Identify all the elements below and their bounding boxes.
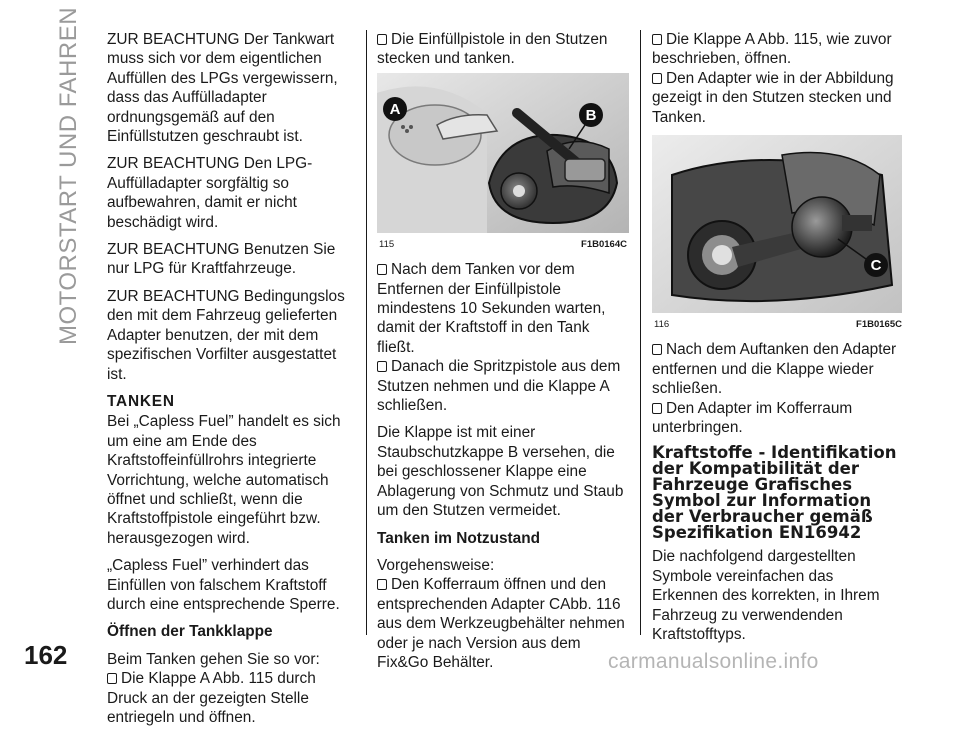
callout-b-label: B xyxy=(585,106,597,124)
checkbox-bullet-icon xyxy=(377,264,387,275)
figure-116 xyxy=(652,135,904,334)
watermark[interactable]: carmanualsonline.info xyxy=(608,650,819,673)
note-paragraph: ZUR BEACHTUNG Den LPG-Auffülladapter sorgfältig so aufbewahren, damit er nicht beschädigt wird. xyxy=(107,155,313,231)
note-paragraph: ZUR BEACHTUNG Der Tankwart muss sich vor dem eigentlichen Auffüllen des LPGs vergewissern, dass das Auffülladapter ordnungsgemäß auf den Einfüllstutzen geschraubt ist. xyxy=(107,31,338,146)
bullet-item: Danach die Spritzpistole aus dem Stutzen nehmen und die Klappe A schließen. xyxy=(377,358,621,415)
checkbox-bullet-icon xyxy=(377,34,387,45)
text-column-1 xyxy=(107,30,357,735)
heading-tanken: TANKEN xyxy=(107,392,175,410)
bullet-item: Den Adapter im Kofferraum unterbringen. xyxy=(652,399,853,437)
tanken-paragraph: Bei „Capless Fuel” handelt es sich um eine am Ende des Kraftstoffeinfüllrohrs integrierte Vorrichtung, welche automatisch öffnet und schließt, wenn die Kraftstoffpistole eingeführt bzw. herausgezogen wird. xyxy=(107,413,341,547)
adapter-illustration xyxy=(652,135,902,313)
figure-caption xyxy=(377,235,629,254)
checkbox-bullet-icon xyxy=(377,579,387,590)
open-intro: Beim Tanken gehen Sie so vor: xyxy=(107,650,320,668)
checkbox-bullet-icon xyxy=(107,673,117,684)
column-divider xyxy=(640,30,641,635)
page-number: 162 xyxy=(24,640,68,670)
callout-c-label: C xyxy=(870,257,882,275)
checkbox-bullet-icon xyxy=(652,73,662,84)
figure-code: F1B0165C xyxy=(856,319,902,331)
text-column-3 xyxy=(652,30,902,653)
figure-number: 116 xyxy=(654,319,670,331)
checkbox-bullet-icon xyxy=(652,403,662,414)
checkbox-bullet-icon xyxy=(652,344,662,355)
figure-number: 115 xyxy=(379,238,395,250)
callout-a-label: A xyxy=(389,100,401,118)
section-side-title-text: MOTORSTART UND FAHREN xyxy=(55,6,82,346)
bullet-item: Die Einfüllpistole in den Stutzen stecken und tanken. xyxy=(377,31,608,68)
fuels-paragraph: Die nachfolgend dargestellten Symbole vereinfachen das Erkennen des korrekten, in Ihrem Fahrzeug zu verwendenden Kraftstofftyps. xyxy=(652,548,880,644)
section-side-title xyxy=(54,6,84,346)
emergency-intro: Vorgehensweise: xyxy=(377,556,495,574)
tanken-paragraph: „Capless Fuel” verhindert das Einfüllen von falschem Kraftstoff durch eine entsprechende Sperre. xyxy=(107,557,340,613)
checkbox-bullet-icon xyxy=(377,361,387,372)
bullet-item: Die Klappe A Abb. 115, wie zuvor beschrieben, öffnen. xyxy=(652,31,892,68)
bullet-item: Die Klappe A Abb. 115 durch Druck an der gezeigten Stelle entriegeln und öffnen. xyxy=(107,670,316,726)
figure-caption xyxy=(652,315,904,334)
note-paragraph: ZUR BEACHTUNG Benutzen Sie nur LPG für Kraftfahrzeuge. xyxy=(107,241,336,278)
subheading-open-flap: Öffnen der Tankklappe xyxy=(107,623,273,641)
bullet-item: Den Adapter wie in der Abbildung gezeigt in den Stutzen stecken und Tanken. xyxy=(652,69,894,126)
klappe-paragraph: Die Klappe ist mit einer Staubschutzkappe B versehen, die bei geschlossener Klappe eine Ablagerung von Schmutz und Staub um den Stutzen vermeidet. xyxy=(377,424,624,520)
bullet-item: Nach dem Tanken vor dem Entfernen der Einfüllpistole mindestens 10 Sekunden warten, damit der Kraftstoff in den Tank fließt. xyxy=(377,261,606,356)
column-divider xyxy=(366,30,367,635)
text-column-2 xyxy=(377,30,629,680)
fuel-flap-illustration xyxy=(377,73,629,233)
note-paragraph: ZUR BEACHTUNG Bedingungslos den mit dem Fahrzeug gelieferten Adapter benutzen, der mit dem spezifischen Vorfilter ausgestattet ist. xyxy=(107,287,345,383)
figure-code: F1B0164C xyxy=(581,238,627,250)
bullet-item: Den Kofferraum öffnen und den entsprechenden Adapter CAbb. 116 aus dem Werkzeugbehälter nehmen oder je nach Version aus dem Fix&Go Behälter. xyxy=(377,576,625,671)
subheading-emergency: Tanken im Notzustand xyxy=(377,529,541,547)
checkbox-bullet-icon xyxy=(652,34,662,45)
figure-115 xyxy=(377,73,629,254)
heading-fuel-identification: Kraftstoffe - Identifikation der Kompatibilität der Fahrzeuge Grafisches Symbol zur Information der Verbraucher gemäß Spezifikation EN16942 xyxy=(652,443,897,543)
bullet-item: Nach dem Auftanken den Adapter entfernen und die Klappe wieder schließen. xyxy=(652,341,897,398)
